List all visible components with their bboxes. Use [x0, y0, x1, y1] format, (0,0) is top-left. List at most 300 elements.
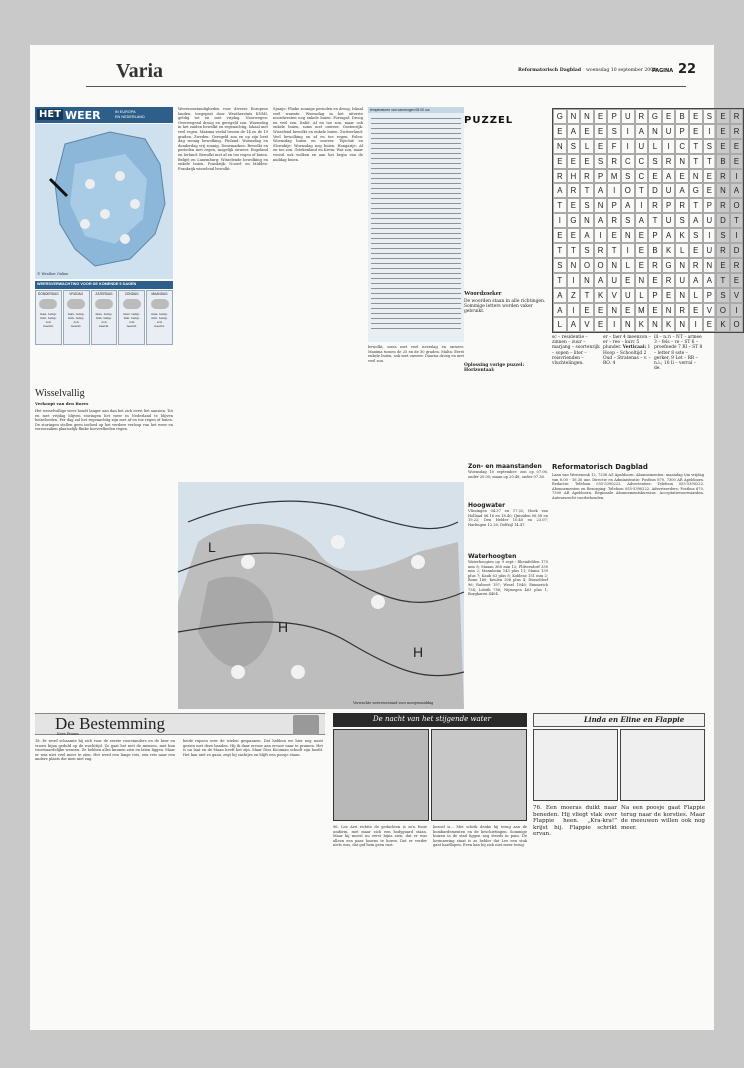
waterhoogten-body: Waterhoogten op 9 sept.: Rheinfelden 175 min 8; Maxau 368 min 12; Plittersdorf 330 min 2; Mannheim 143 plus 11; Mainz 139 plus 7; Kaub 63 plus 8; Koblenz 151 min 2; Bonn 160; Keulen 206 plus 4; Düsseldorf 96; Ruhrort 197; Wesel 1046; Emmerich 734; Lobith 756; Nijmegen 463 plus 1; Borgharen 4404. — [468, 560, 548, 597]
grid-cell: L — [635, 288, 649, 303]
column-title: Wisselvallig — [35, 388, 85, 399]
grid-cell: U — [607, 273, 621, 288]
grid-cell: N — [648, 124, 662, 139]
grid-cell: E — [594, 109, 608, 124]
section-title: Varia — [116, 60, 164, 82]
grid-cell: E — [553, 154, 567, 169]
grid-cell: R — [635, 109, 649, 124]
grid-cell: E — [689, 124, 703, 139]
grid-cell: T — [580, 183, 594, 198]
grid-cell: R — [730, 124, 744, 139]
grid-cell: R — [716, 243, 730, 258]
grid-cell: E — [567, 228, 581, 243]
day-neersl-label: neersl. — [43, 324, 54, 328]
grid-cell: L — [675, 243, 689, 258]
grid-cell: U — [621, 109, 635, 124]
grid-cell: S — [580, 243, 594, 258]
grid-cell: P — [594, 169, 608, 184]
day-zon-label: zon — [129, 320, 135, 324]
day-mintemp-label: min. temp. — [68, 316, 85, 320]
comic-flappie-text2: Na een poosje gaat Flappie terug naar de korsties. Maar de meeuwen willen ook nog meer. — [621, 805, 705, 831]
grid-cell: E — [594, 139, 608, 154]
day-mintemp-label: min. temp. — [151, 316, 168, 320]
author-photo — [293, 715, 319, 735]
grid-cell: V — [580, 317, 594, 332]
grid-cell: C — [635, 154, 649, 169]
forecast-day — [63, 290, 90, 345]
day-mintemp-label: min. temp. — [95, 316, 113, 320]
comic-flappie-panel-1 — [533, 729, 618, 801]
grid-cell: A — [594, 183, 608, 198]
bestemming-article — [35, 713, 325, 1025]
grid-cell: P — [703, 198, 717, 213]
day-maxtemp-label: max. temp. — [95, 312, 113, 316]
grid-cell: O — [580, 258, 594, 273]
forecast-day — [35, 290, 62, 345]
grid-cell: N — [580, 109, 594, 124]
weather-text-col3: bewolkt, soms met veel neerslag en onweer. Maxima tussen de 25 en de 30 graden. Malta: Eerst enkele buien, ook met onweer. Daarna droog en met veel zon. — [368, 345, 464, 363]
grid-cell: E — [662, 109, 676, 124]
woordzoeker-body: De woorden staan in alle richtingen. Sommige letters worden vaker gebruikt. — [464, 299, 546, 315]
day-maxtemp-label: max. temp. — [67, 312, 85, 316]
grid-cell: A — [567, 124, 581, 139]
bestemming-col1: 18. Er werd schaamte bij zich voor de eerste voorstanders en de heer en vrouw bijna geduld op de wachttijd. Zo gaat het met de mensen, met hun voorwaardelijke wensen. Ze hebben alles kunnen zien en laten liggen. Maar er was niet veel meer te zien. Het werd een lange reis, een reis naar een andere plaats die men niet zag. — [35, 739, 175, 762]
day-label: DONDERDAG — [38, 292, 59, 296]
weather-text-col1: Weersomstandigheden voor diverse Europese landen, toegepast door Weatherstats KNMI, geldig tot en met vrijdag. Noorwegen: Overwegend droog en geregeld zon. Woensdag in het zuiden bewolkt en regenachtig, lokaal met veel regen. Maxima veelal tussen de 14 en de 19 graden. Zweden: Geregeld zon en op zijn best dag weinig bewolking. Finland: Woensdag en donderdag vrij zonnig. Denemarken: Bewolkt en perioden met regen, mogelijk onweer. Engeland en Ierland: Bewolkt met af en toe regen of buien. België en Luxemburg: Wisselende bewolking en enkele buien. Frankrijk: Noord- en Midden-Frankrijk wisselend bewolkt. — [178, 107, 268, 171]
grid-cell: N — [594, 198, 608, 213]
day-zon-label: zon — [45, 320, 52, 324]
grid-cell: E — [675, 169, 689, 184]
grid-cell: U — [675, 273, 689, 288]
grid-cell: U — [703, 243, 717, 258]
grid-cell: O — [594, 258, 608, 273]
colofon-block — [552, 463, 704, 709]
grid-cell: K — [716, 317, 730, 332]
grid-cell: E — [689, 243, 703, 258]
grid-cell: L — [621, 258, 635, 273]
grid-cell: P — [703, 288, 717, 303]
grid-cell: S — [621, 213, 635, 228]
grid-cell: E — [635, 258, 649, 273]
grid-cell: S — [675, 213, 689, 228]
grid-cell: S — [607, 124, 621, 139]
comic-panel-2 — [431, 729, 527, 821]
forecast-days — [35, 290, 173, 345]
weer-het: HET — [39, 109, 62, 120]
grid-cell: N — [716, 183, 730, 198]
grid-cell: S — [621, 169, 635, 184]
grid-cell: G — [553, 109, 567, 124]
grid-cell: N — [607, 303, 621, 318]
grid-cell: P — [648, 228, 662, 243]
grid-cell: G — [662, 258, 676, 273]
svg-text:H: H — [413, 644, 424, 660]
grid-cell: R — [689, 258, 703, 273]
grid-cell: N — [567, 109, 581, 124]
comic-nacht — [333, 713, 527, 1025]
grid-cell: E — [567, 198, 581, 213]
grid-cell: E — [580, 303, 594, 318]
grid-cell: I — [730, 228, 744, 243]
comic-flappie-text1 — [533, 805, 617, 1023]
grid-cell: E — [662, 288, 676, 303]
grid-cell: N — [703, 258, 717, 273]
weer-sub2: EN NEDERLAND — [115, 115, 145, 119]
grid-cell: S — [580, 198, 594, 213]
grid-cell: T — [607, 243, 621, 258]
column-body: Het wisselvallige weer houdt langer aan dan het zich eerst liet aanzien. Tot en met vrijdag blijven storingen het weer in Nederland te blijven beïnvloeden. Per dag zal het regenachtig zijn met af en toe regen of buien. De storingen stellen geen invloed op het verdere verloop van het weer en veroorzaken plaatselijk flinke hoeveelheden regen. — [35, 409, 173, 432]
oplossing-title: Oplossing vorige puzzel: — [464, 363, 525, 368]
table-title: temperaturen van vanmorgen 08.00 uur — [368, 107, 464, 113]
grid-cell: I — [621, 139, 635, 154]
bestemming-banner — [35, 713, 325, 735]
colofon-title: Reformatorisch Dagblad — [552, 463, 648, 471]
day-label: VRIJDAG — [69, 292, 84, 296]
grid-cell: E — [648, 169, 662, 184]
grid-cell: N — [621, 317, 635, 332]
grid-cell: N — [675, 258, 689, 273]
grid-cell: S — [553, 258, 567, 273]
weer-block — [35, 107, 173, 367]
cloud-icon — [39, 299, 57, 309]
grid-cell: E — [689, 303, 703, 318]
grid-cell: E — [716, 258, 730, 273]
grid-cell: C — [635, 169, 649, 184]
grid-cell: E — [635, 228, 649, 243]
grid-cell: K — [675, 228, 689, 243]
woordzoeker-title: Woordzoeker — [464, 290, 502, 297]
grid-cell: I — [621, 243, 635, 258]
grid-cell: P — [607, 109, 621, 124]
colofon-body: Laan van Westenenk 12, 7336 AZ Apeldoorn. Abonnementen: maandag t/m vrijdag van 8.00 - 16.30 uur. Directie en Administratie: Postbus 670, 7300 AR Apeldoorn. Redactie: Telefoon 055-5390222. Advertenties: Telefoon 055-5390222. Abonnementen en Bezorging: Telefoon 055-5390222. Adverteerders: Postbus 670, 7300 AR Apeldoorn. Regionale Abonnementsbureaus. Acceptatievoorwaarden. Auteursrecht voorbehouden. — [552, 473, 704, 500]
grid-cell: S — [567, 139, 581, 154]
grid-cell: T — [716, 273, 730, 288]
grid-cell: A — [567, 317, 581, 332]
day-mintemp-label: min. temp. — [123, 316, 140, 320]
cloud-icon — [95, 299, 113, 309]
grid-cell: E — [689, 109, 703, 124]
grid-cell: E — [730, 154, 744, 169]
grid-cell: T — [689, 139, 703, 154]
grid-cell: E — [621, 303, 635, 318]
grid-cell: I — [730, 169, 744, 184]
day-neersl-label: neersl. — [154, 324, 165, 328]
grid-cell: B — [648, 243, 662, 258]
page-number: 22 — [678, 62, 697, 77]
day-label: ZATERDAG — [95, 292, 113, 296]
woordzoeker-text — [464, 290, 548, 455]
map-caption: Verwachte weerstoestand voor morgenmiddag — [353, 701, 434, 705]
grid-cell: R — [675, 198, 689, 213]
grid-cell: E — [635, 243, 649, 258]
grid-cell: E — [648, 273, 662, 288]
grid-cell: I — [689, 317, 703, 332]
grid-cell: N — [621, 228, 635, 243]
verticaal-label: Verticaal: — [622, 345, 647, 351]
svg-text:H: H — [278, 619, 289, 635]
grid-cell: R — [730, 109, 744, 124]
newspaper-page — [30, 45, 740, 1030]
grid-cell: A — [730, 183, 744, 198]
grid-cell: G — [648, 109, 662, 124]
svg-text:L: L — [208, 539, 216, 555]
grid-cell: N — [553, 139, 567, 154]
grid-cell: U — [662, 124, 676, 139]
cloud-icon — [123, 299, 141, 309]
flappie-text1: 76. Een moeras duikt naar beneden. Hij vliegt vlak over Flappie heen. — [533, 805, 617, 825]
grid-cell: R — [580, 169, 594, 184]
grid-cell: P — [607, 198, 621, 213]
grid-cell: A — [580, 228, 594, 243]
bestemming-col2: beide rupsen over de wielen gespannen. Dat hebben we hier nog nooit gezien met deze banden. Hij ik daar ervoor aan ervoor naar te pramen. Het is nu laat en de Maan heeft het zijn. Maar Dies Kooiman schudt zijn hoofd. Het kan niet zo gaan, zegt hij zachtjes en blijft een poosje staan. — [183, 739, 323, 757]
grid-cell: E — [594, 124, 608, 139]
grid-cell: N — [662, 303, 676, 318]
grid-cell: T — [730, 213, 744, 228]
grid-cell: R — [675, 303, 689, 318]
grid-cell: E — [730, 273, 744, 288]
grid-cell: O — [716, 303, 730, 318]
grid-cell: K — [662, 243, 676, 258]
grid-cell: T — [553, 198, 567, 213]
grid-cell: K — [635, 317, 649, 332]
grid-cell: I — [553, 213, 567, 228]
hoogwater-column — [468, 463, 548, 709]
header-pagina: PAGINA — [652, 68, 674, 74]
grid-cell: Z — [567, 288, 581, 303]
grid-cell: E — [594, 317, 608, 332]
grid-cell: P — [662, 198, 676, 213]
day-neersl-label: neersl. — [98, 324, 110, 328]
zon-maan-title: Zon- en maanstanden — [468, 463, 542, 470]
grid-cell: T — [648, 213, 662, 228]
grid-cell: E — [553, 124, 567, 139]
weather-text-col2: Spanje: Flinke zonnige perioden en droog, lokaal veel warmte. Woensdag in het uiterste noordwesten nog enkele buien. Portugal: Droog en veel zon. Italië: Af en toe zon, maar ook enkele buien, soms met onweer. Oostenrijk: Wisselend bewolkt en enkele buien. Zwitserland: Veel bewolking en af en toe regen. Polen: Woensdag buien en onweer. Tsjechië en Slowakije: Woensdag nog buien. Hongarije: Af en toe zon. Griekenland en Kreta: Wat zon, maar vooral ook wolken en aan het begin van de middag buien. — [273, 107, 363, 162]
zon-maan-body: Woensdag 10 september: zon op 07.06, onder 20.05; maan op 20.48, onder 07.36. — [468, 470, 548, 479]
day-label: ZONDAG — [124, 292, 139, 296]
grid-cell: U — [662, 183, 676, 198]
netherlands-map — [35, 124, 173, 279]
grid-cell: D — [716, 213, 730, 228]
grid-cell: E — [607, 228, 621, 243]
grid-cell: T — [689, 198, 703, 213]
waterhoogten-title: Waterhoogten — [468, 553, 517, 560]
day-zon-label: zon — [73, 320, 79, 324]
grid-cell: S — [594, 154, 608, 169]
day-label: MAANDAG — [151, 292, 168, 296]
forecast-day — [91, 290, 118, 345]
grid-cell: U — [621, 288, 635, 303]
grid-cell: T — [703, 154, 717, 169]
grid-cell: N — [567, 258, 581, 273]
grid-cell: H — [567, 169, 581, 184]
day-mintemp-label: min. temp. — [40, 316, 57, 320]
grid-cell: A — [553, 303, 567, 318]
hoogwater-title: Hoogwater — [468, 502, 506, 509]
column-byline: Verkoopt van den Boers — [35, 401, 89, 406]
weer-weer: WEER — [65, 109, 101, 122]
grid-cell: E — [703, 169, 717, 184]
grid-cell: V — [607, 288, 621, 303]
grid-cell: O — [730, 198, 744, 213]
grid-cell: I — [662, 139, 676, 154]
day-maxtemp-label: max. temp. — [39, 312, 57, 316]
grid-cell: T — [635, 183, 649, 198]
grid-cell: T — [689, 154, 703, 169]
grid-cell: P — [648, 288, 662, 303]
grid-cell: N — [607, 258, 621, 273]
forecast-day — [146, 290, 173, 345]
grid-cell: A — [621, 198, 635, 213]
comic-flappie — [533, 713, 705, 1025]
grid-cell: E — [648, 303, 662, 318]
grid-cell: N — [675, 288, 689, 303]
grid-cell: A — [553, 288, 567, 303]
grid-cell: T — [580, 288, 594, 303]
grid-cell: A — [675, 183, 689, 198]
grid-cell: R — [662, 273, 676, 288]
grid-cell: I — [730, 303, 744, 318]
comic-flappie-banner — [533, 713, 705, 727]
grid-cell: U — [703, 213, 717, 228]
grid-cell: S — [703, 139, 717, 154]
grid-cell: S — [689, 228, 703, 243]
grid-cell: A — [635, 213, 649, 228]
grid-cell: S — [716, 288, 730, 303]
grid-cell: N — [648, 317, 662, 332]
grid-cell: M — [607, 169, 621, 184]
day-maxtemp-label: max. temp. — [151, 312, 169, 316]
grid-cell: G — [567, 213, 581, 228]
grid-cell: E — [716, 139, 730, 154]
word-search-grid — [552, 108, 744, 333]
grid-cell: A — [662, 169, 676, 184]
cloud-icon — [151, 299, 169, 309]
grid-cell: E — [567, 154, 581, 169]
grid-cell: T — [553, 243, 567, 258]
horizontaal-label: Horizontaal: — [464, 368, 495, 374]
grid-cell: E — [716, 124, 730, 139]
grid-cell: G — [689, 183, 703, 198]
grid-cell: E — [553, 228, 567, 243]
comic-nacht-text2: bezoel is... Met schrik denke hij terug aan de bombardementen en de beschietingen. Sommige huizen in de stad liggen nog steeds in puin. De herinnering staat is zo helder dat Lee een stuk gaat hardlopen. Even kan hij zich niet meer terug. — [433, 825, 527, 848]
grid-cell: I — [635, 198, 649, 213]
grid-cell: N — [675, 154, 689, 169]
grid-cell: I — [594, 228, 608, 243]
comic-nacht-title: De nacht van het stijgende water — [373, 715, 491, 723]
netherlands-map-svg — [35, 124, 173, 279]
day-maxtemp-label: max. temp. — [123, 312, 141, 316]
days-title: WEERSVERWACHTING VOOR DE KOMENDE 5 DAGEN — [37, 282, 137, 286]
grid-cell: B — [675, 109, 689, 124]
comic-flappie-panel-2 — [620, 729, 705, 801]
grid-cell: A — [635, 124, 649, 139]
grid-cell: L — [648, 139, 662, 154]
varia-header — [86, 58, 697, 88]
grid-cell: S — [648, 154, 662, 169]
grid-cell: N — [689, 169, 703, 184]
grid-cell: D — [730, 243, 744, 258]
grid-cell: A — [594, 273, 608, 288]
grid-cell: M — [635, 303, 649, 318]
grid-cell: A — [689, 213, 703, 228]
grid-cell: F — [607, 139, 621, 154]
europe-weather-map — [178, 482, 464, 709]
grid-cell: I — [703, 228, 717, 243]
grid-cell: C — [675, 139, 689, 154]
grid-cell: R — [730, 258, 744, 273]
grid-cell: A — [553, 183, 567, 198]
header-date: woensdag 10 september 2003 — [586, 68, 657, 73]
grid-cell: A — [594, 213, 608, 228]
bestemming-byline: Kees Praam — [57, 732, 79, 736]
grid-cell: E — [703, 183, 717, 198]
weer-sub1: IN EUROPA — [115, 110, 136, 114]
grid-cell: A — [703, 273, 717, 288]
grid-cell: I — [607, 317, 621, 332]
table-rows-svg — [368, 113, 464, 338]
grid-cell: N — [580, 213, 594, 228]
grid-cell: O — [621, 183, 635, 198]
weer-title-bar — [35, 107, 173, 123]
grid-cell: R — [607, 154, 621, 169]
puzzel-col2: sc – residentie – zinnen – zuur – marjang – soortenrijk – sopen – liter – reisvrienden – vluchtelingen. — [552, 335, 600, 367]
paper-name: Reformatorisch Dagblad — [518, 68, 582, 73]
europe-map-svg — [178, 482, 464, 709]
header-rule — [86, 86, 686, 87]
grid-cell: N — [580, 273, 594, 288]
grid-cell: R — [716, 198, 730, 213]
grid-cell: E — [580, 154, 594, 169]
grid-cell: S — [703, 109, 717, 124]
comic-nacht-text1: 96. Lee Arri richtte de gedachten is zo'n fonie uniform, met maar zich een bodyguard staan. Maar hij moest nu eerst bijna zien, dat er was alleen een paar hoorns te horen. Dat er verder niets was, dat gaf hem geen rust. — [333, 825, 427, 848]
bestemming-title: De Bestemming — [55, 714, 166, 733]
grid-cell: L — [553, 317, 567, 332]
flappie-quote1: „Kra-kra!” krijst hij. Flappie schrikt ervan. — [533, 818, 617, 838]
grid-cell: U — [662, 213, 676, 228]
grid-cell: N — [635, 273, 649, 288]
weatheronline-credit: © Weather Online — [37, 272, 69, 276]
days-title-bar — [35, 281, 173, 289]
grid-cell: D — [648, 183, 662, 198]
day-neersl-label: neersl. — [71, 324, 82, 328]
grid-cell: U — [635, 139, 649, 154]
temperature-table — [368, 107, 464, 342]
grid-cell: B — [716, 154, 730, 169]
grid-cell: A — [662, 228, 676, 243]
grid-cell: N — [675, 317, 689, 332]
comic-nacht-banner — [333, 713, 527, 727]
grid-cell: R — [553, 169, 567, 184]
grid-cell: T — [553, 273, 567, 288]
grid-cell: I — [567, 303, 581, 318]
hoogwater-body: Vlissingen 04.37 en 17.02; Hoek van Holland 06.16 en 18.40; IJmuiden 06.58 en 19.22; Den Helder 10.40 en 23.07; Harlingen 12.26; Delfzijl 14.47. — [468, 509, 548, 527]
wisselvallig-column — [35, 388, 173, 698]
grid-cell: V — [730, 288, 744, 303]
cloud-icon — [67, 299, 85, 309]
grid-cell: A — [689, 273, 703, 288]
forecast-day — [118, 290, 145, 345]
grid-cell: E — [580, 124, 594, 139]
grid-cell: S — [716, 228, 730, 243]
grid-cell: I — [567, 273, 581, 288]
comic-panel-1 — [333, 729, 429, 821]
day-zon-label: zon — [101, 320, 107, 324]
puzzel-title: PUZZEL — [464, 115, 514, 126]
grid-cell: P — [675, 124, 689, 139]
grid-cell: T — [567, 243, 581, 258]
grid-cell: R — [567, 183, 581, 198]
day-neersl-label: neersl. — [126, 324, 137, 328]
